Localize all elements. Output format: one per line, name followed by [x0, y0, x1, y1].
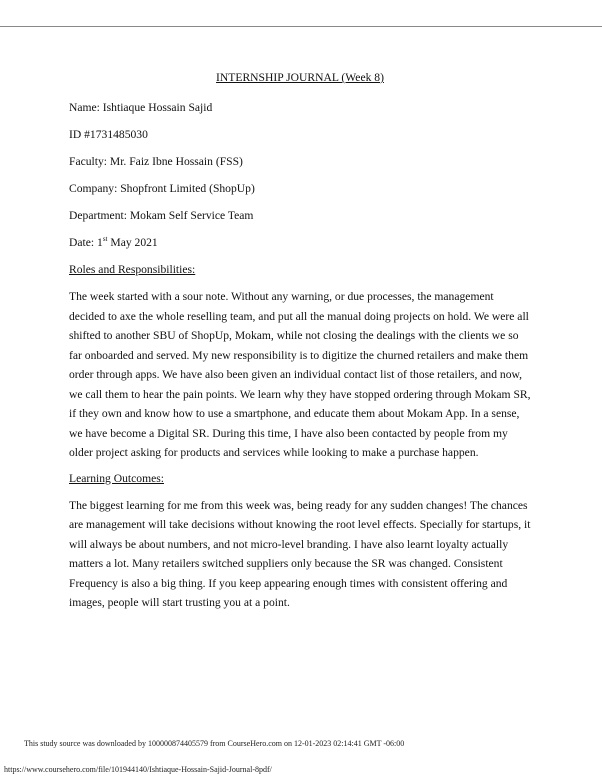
top-divider	[0, 26, 602, 27]
company-field: Company: Shopfront Limited (ShopUp)	[69, 182, 255, 195]
date-prefix: Date: 1	[69, 236, 103, 249]
roles-paragraph: The week started with a sour note. Without any warning, or due processes, the management decided to axe the whole reselling team, and put all the manual doing projects on hold. We were all shifted to another SBU of ShopUp, Mokam, while not closing the dealings with the clients we so far onboarded and served. My new responsibility is to digitize the churned retailers and make them order through apps. We have also been given an individual contact list of those retailers, and now, we call them to hear the pain points. We learn why they have stopped ordering through Mokam SR, if they own and know how to use a smartphone, and educate them about Mokam App. In a sense, we have become a Digital SR. During this time, I have also been contacted by people from my older project asking for products and services while looking to make a purchase happen.	[69, 290, 531, 459]
download-notice: This study source was downloaded by 100000874405579 from CourseHero.com on 12-01-2023 02:14:41 GMT -06:00	[24, 739, 405, 748]
roles-heading: Roles and Responsibilities:	[69, 263, 196, 276]
journal-page	[69, 70, 531, 621]
department-field: Department: Mokam Self Service Team	[69, 209, 254, 222]
journal-title: INTERNSHIP JOURNAL (Week 8)	[216, 71, 384, 84]
name-field: Name: Ishtiaque Hossain Sajid	[69, 101, 213, 114]
date-ordinal-suffix: st	[102, 235, 108, 244]
learning-heading: Learning Outcomes:	[69, 471, 164, 485]
date-suffix: May 2021	[107, 236, 158, 249]
learning-paragraph: The biggest learning for me from this week was, being ready for any sudden changes! The chances are management will take decisions without knowing the root level effects. Specially for startups, it will always be about numbers, and not micro-level branding. I have also learnt loyalty actually matters a lot. Many retailers switched suppliers only because the SR was changed. Consistent Frequency is also a big thing. If you keep appearing enough times with consistent offering and images, people will start trusting you at a point.	[69, 498, 531, 609]
faculty-field: Faculty: Mr. Faiz Ibne Hossain (FSS)	[69, 155, 243, 168]
id-field: ID #1731485030	[69, 128, 148, 141]
source-url[interactable]: https://www.coursehero.com/file/101944140/Ishtiaque-Hossain-Sajid-Journal-8pdf/	[4, 765, 272, 774]
date-field	[69, 235, 531, 250]
